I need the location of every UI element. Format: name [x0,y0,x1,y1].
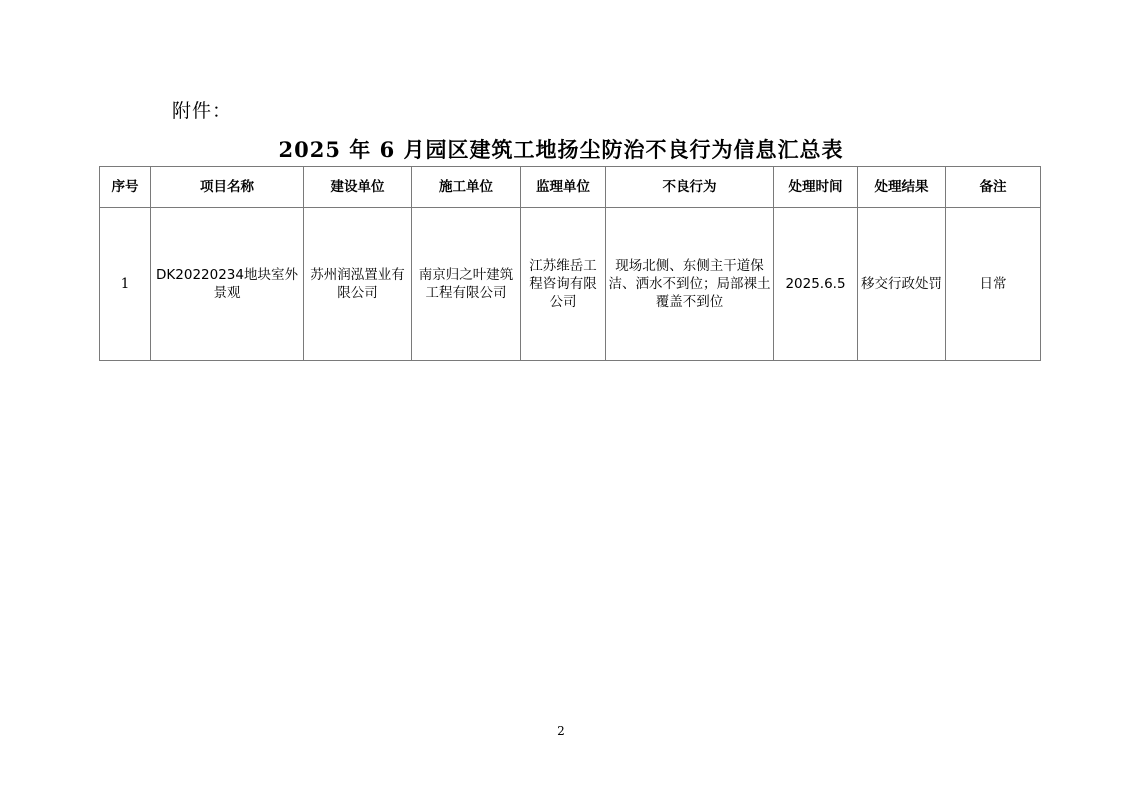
document-title: 2025 年 6 月园区建筑工地扬尘防治不良行为信息汇总表 [278,137,844,162]
table-row [100,208,1041,361]
header-handling-date: 处理时间 [774,167,858,208]
cell-contractor: 南京归之叶建筑工程有限公司 [412,208,521,361]
header-supervisor: 监理单位 [521,167,606,208]
header-handling-result: 处理结果 [858,167,946,208]
header-contractor: 施工单位 [412,167,521,208]
cell-remarks: 日常 [946,208,1041,361]
page-number: 2 [557,724,565,738]
cell-handling-date: 2025.6.5 [774,208,858,361]
attachment-label: 附件： [172,100,233,122]
cell-supervisor: 江苏维岳工程咨询有限公司 [521,208,606,361]
cell-index: 1 [100,208,151,361]
header-remarks: 备注 [946,167,1041,208]
violation-summary-table [99,166,1041,361]
header-developer: 建设单位 [304,167,412,208]
header-project-name: 项目名称 [151,167,304,208]
cell-developer: 苏州润泓置业有限公司 [304,208,412,361]
cell-project-name: DK20220234地块室外景观 [151,208,304,361]
header-index: 序号 [100,167,151,208]
header-misconduct: 不良行为 [606,167,774,208]
table-header-row [100,167,1041,208]
cell-handling-result: 移交行政处罚 [858,208,946,361]
cell-misconduct: 现场北侧、东侧主干道保洁、洒水不到位；局部裸土覆盖不到位 [606,208,774,361]
